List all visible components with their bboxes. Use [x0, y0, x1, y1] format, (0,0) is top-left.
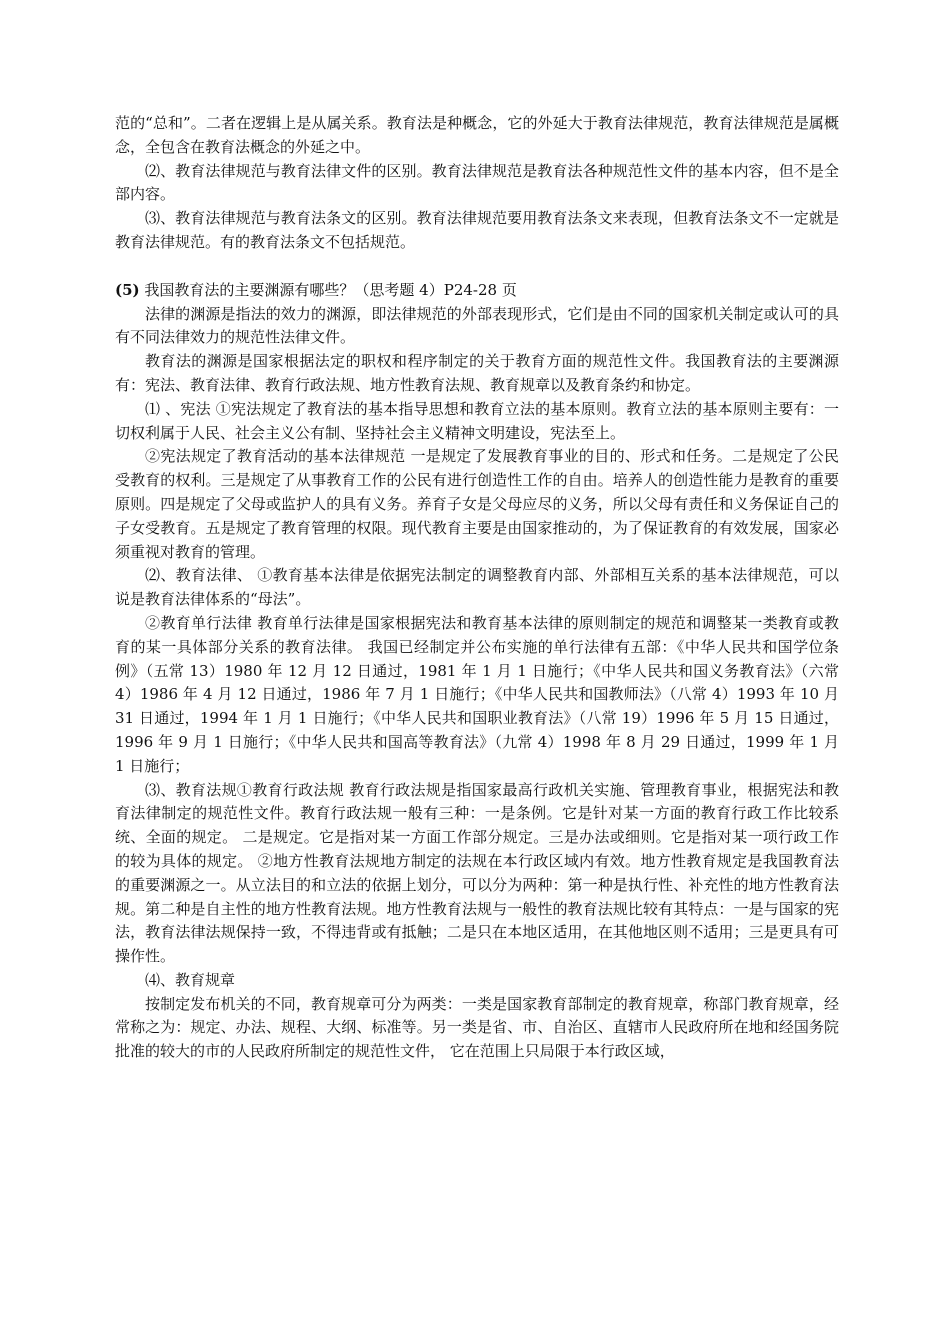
heading-text: 我国教育法的主要渊源有哪些？（思考题 4）P24-28 页 [139, 280, 517, 299]
heading-number: (5) [115, 280, 140, 299]
paragraph-item-2: ⑵、教育法律规范与教育法律文件的区别。教育法律规范是教育法各种规范性文件的基本内容，但不是全部内容。 [115, 161, 839, 204]
paragraph-education-law: ⑵、教育法律、 ①教育基本法律是依据宪法制定的调整教育内部、外部相互关系的基本法律规范，可以说是教育法律体系的“母法”。 [115, 566, 839, 609]
paragraph-education-law-sources: 教育法的渊源是国家根据法定的职权和程序制定的关于教育方面的规范性文件。我国教育法的主要渊源有：宪法、教育法律、教育行政法规、地方性教育法规、教育规章以及教育条约和协定。 [115, 352, 839, 394]
section-heading [115, 279, 839, 303]
paragraph-regulations: ⑶、教育法规①教育行政法规 教育行政法规是指国家最高行政机关实施、管理教育事业，根据宪法和教育法律制定的规范性文件。教育行政法规一般有三种：一是条例。它是针对某一方面的教育行政工作比较系统、全面的规定。 二是规定。它是指对某一方面工作部分规定。三是办法或细则。它是指对某一项行政工作的较为具体的规定。 ②地方性教育法规地方制定的法规在本行政区域内有效。地方性教育规定是我国教育法的重要渊源之一。从立法目的和立法的依据上划分，可以分为两种：第一种是执行性、补充性的地方性教育法规。第二种是自主性的地方性教育法规。地方性教育法规与一般性的教育法规比较有其特点：一是与国家的宪法，教育法律法规保持一致，不得违背或有抵触；二是只在本地区适用，在其他地区则不适用；三是更具有可操作性。 [115, 780, 839, 966]
document-page [115, 112, 839, 1064]
paragraph-item-3: ⑶、教育法律规范与教育法条文的区别。教育法律规范要用教育法条文来表现，但教育法条文不一定就是教育法律规范。有的教育法条文不包括规范。 [115, 209, 839, 251]
paragraph-continuation: 范的“总和”。二者在逻辑上是从属关系。教育法是种概念，它的外延大于教育法律规范，教育法律规范是属概念，全包含在教育法概念的外延之中。 [115, 114, 839, 156]
paragraph-constitution: ⑴ 、宪法 ①宪法规定了教育法的基本指导思想和教育立法的基本原则。教育立法的基本原则主要有：一切权利属于人民、社会主义公有制、坚持社会主义精神文明建设，宪法至上。 [115, 399, 839, 442]
section-gap [115, 255, 839, 279]
paragraph-rules: 按制定发布机关的不同，教育规章可分为两类：一类是国家教育部制定的教育规章，称部门教育规章，经常称之为：规定、办法、规程、大纲、标准等。另一类是省、市、自治区、直辖市人民政府所在地和经国务院批准的较大的市的人民政府所制定的规范性文件， 它在范围上只局限于本行政区域， [115, 994, 839, 1061]
paragraph-legal-source-definition: 法律的渊源是指法的效力的渊源，即法律规范的外部表现形式，它们是由不同的国家机关制定或认可的具有不同法律效力的规范性法律文件。 [115, 304, 839, 347]
paragraph-constitution-norms: ②宪法规定了教育活动的基本法律规范 一是规定了发展教育事业的目的、形式和任务。二是规定了公民受教育的权利。三是规定了从事教育工作的公民有进行创造性工作的自由。培养人的创造性能力是教育的重要原则。四是规定了父母或监护人的具有义务。养育子女是父母应尽的义务，所以父母有责任和义务保证自己的子女受教育。五是规定了教育管理的权限。现代教育主要是由国家推动的，为了保证教育的有效发展，国家必须重视对教育的管理。 [115, 447, 839, 561]
paragraph-rules-heading: ⑷、教育规章 [145, 970, 236, 989]
paragraph-single-laws: ②教育单行法律 教育单行法律是国家根据宪法和教育基本法律的原则制定的规范和调整某一类教育或教育的某一具体部分关系的教育法律。 我国已经制定并公布实施的单行法律有五部：《中华人民共和国学位条例》（五常 13）1980 年 12 月 12 日通过，1981 年 1 月 1 日施行；《中华人民共和国义务教育法》（六常 4）1986 年 4 月 12 日通过，1986 年 7 月 1 日施行；《中华人民共和国教师法》（八常 4）1993 年 10 月 31 日通过，1994 年 1 月 1 日施行；《中华人民共和国职业教育法》（八常 19）1996 年 5 月 15 日通过，1996 年 9 月 1 日施行；《中华人民共和国高等教育法》（九常 4）1998 年 8 月 29 日通过，1999 年 1 月 1 日施行； [115, 613, 839, 775]
